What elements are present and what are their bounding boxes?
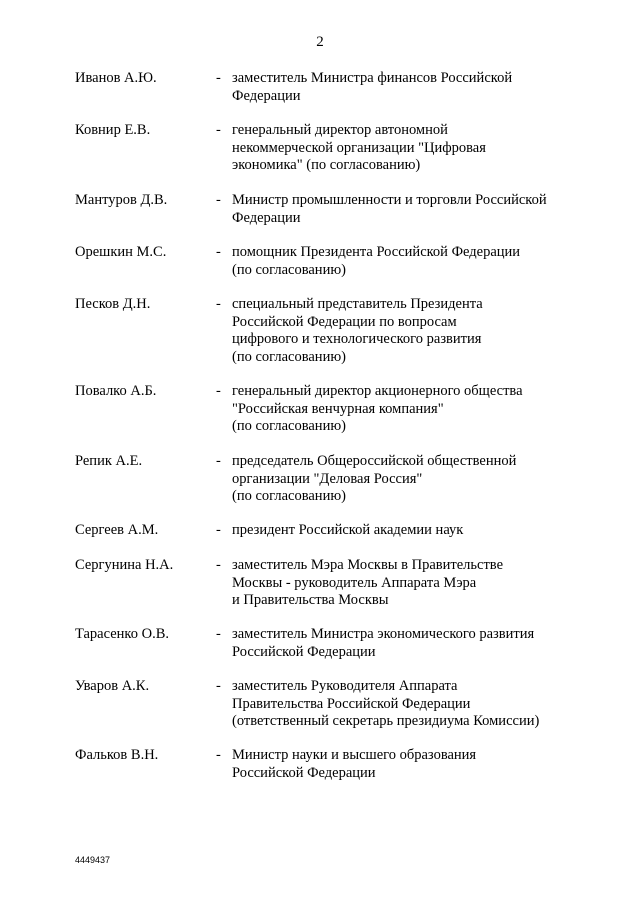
member-name: Фальков В.Н. — [75, 747, 159, 763]
separator-dash: - — [216, 557, 221, 573]
member-role-line: помощник Президента Российской Федерации — [232, 244, 521, 260]
page-number: 2 — [316, 34, 324, 50]
member-role-line: (по согласованию) — [232, 418, 346, 434]
member-role-line: Федерации — [232, 87, 301, 104]
member-role-line: Федерации — [232, 209, 301, 226]
member-role-line: Министр науки и высшего образования — [232, 747, 477, 763]
member-role-line: генеральный директор акционерного общества — [232, 383, 523, 399]
member-role-line: организации "Деловая Россия" — [232, 470, 423, 487]
member-role — [232, 557, 592, 610]
member-role-line: Москвы - руководитель Аппарата Мэра — [232, 574, 477, 591]
member-role-line: (по согласованию) — [232, 488, 346, 504]
separator-dash: - — [216, 522, 221, 538]
member-role-line: председатель Общероссийской общественной — [232, 453, 517, 469]
member-role-line: генеральный директор автономной — [232, 122, 448, 138]
member-role-line: некоммерческой организации "Цифровая — [232, 139, 486, 156]
member-role — [232, 122, 592, 175]
member-name: Орешкин М.С. — [75, 244, 167, 260]
member-role-line: заместитель Министра экономического развития — [232, 626, 535, 642]
member-role — [232, 296, 592, 366]
separator-dash: - — [216, 296, 221, 312]
member-name: Песков Д.Н. — [75, 296, 151, 312]
member-role-line: и Правительства Москвы — [232, 592, 389, 608]
member-name: Мантуров Д.В. — [75, 192, 168, 208]
member-role-line: цифрового и технологического развития — [232, 331, 482, 347]
separator-dash: - — [216, 192, 221, 208]
member-role-line: (по согласованию) — [232, 348, 346, 365]
member-role-line: заместитель Мэра Москвы в Правительстве — [232, 557, 504, 573]
member-role — [232, 522, 592, 540]
member-role-line: "Российская венчурная компания" — [232, 400, 444, 417]
separator-dash: - — [216, 453, 221, 469]
member-role — [232, 453, 592, 506]
member-name: Повалко А.Б. — [75, 383, 157, 399]
member-name: Сергунина Н.А. — [75, 557, 174, 573]
member-name: Сергеев А.М. — [75, 522, 159, 538]
separator-dash: - — [216, 626, 221, 642]
separator-dash: - — [216, 70, 221, 86]
member-role-line: заместитель Министра финансов Российской — [232, 70, 513, 86]
member-role — [232, 626, 592, 661]
member-name: Тарасенко О.В. — [75, 626, 170, 642]
separator-dash: - — [216, 244, 221, 260]
separator-dash: - — [216, 747, 221, 763]
document-code: 4449437 — [75, 855, 111, 865]
separator-dash: - — [216, 383, 221, 399]
member-name: Иванов А.Ю. — [75, 70, 157, 86]
member-role-line: Российской Федерации — [232, 643, 376, 660]
member-name: Уваров А.К. — [75, 678, 150, 694]
member-role-line: (по согласованию) — [232, 261, 346, 278]
member-role-line: президент Российской академии наук — [232, 522, 464, 538]
member-name: Репик А.Е. — [75, 453, 143, 469]
member-role — [232, 678, 592, 731]
member-name: Ковнир Е.В. — [75, 122, 151, 138]
member-role-line: заместитель Руководителя Аппарата — [232, 678, 458, 694]
member-role-line: (ответственный секретарь президиума Комиссии) — [232, 713, 540, 729]
separator-dash: - — [216, 678, 221, 694]
member-role-line: Правительства Российской Федерации — [232, 695, 471, 712]
member-role — [232, 383, 592, 436]
member-role — [232, 70, 592, 105]
member-role-line: Российской Федерации — [232, 764, 376, 781]
member-role-line: специальный представитель Президента — [232, 296, 483, 312]
member-role — [232, 192, 592, 227]
member-role-line: Российской Федерации по вопросам — [232, 313, 457, 330]
member-role — [232, 244, 592, 279]
separator-dash: - — [216, 122, 221, 138]
member-role-line: экономика" (по согласованию) — [232, 157, 421, 173]
member-role-line: Министр промышленности и торговли Российской — [232, 192, 547, 208]
member-role — [232, 747, 592, 782]
